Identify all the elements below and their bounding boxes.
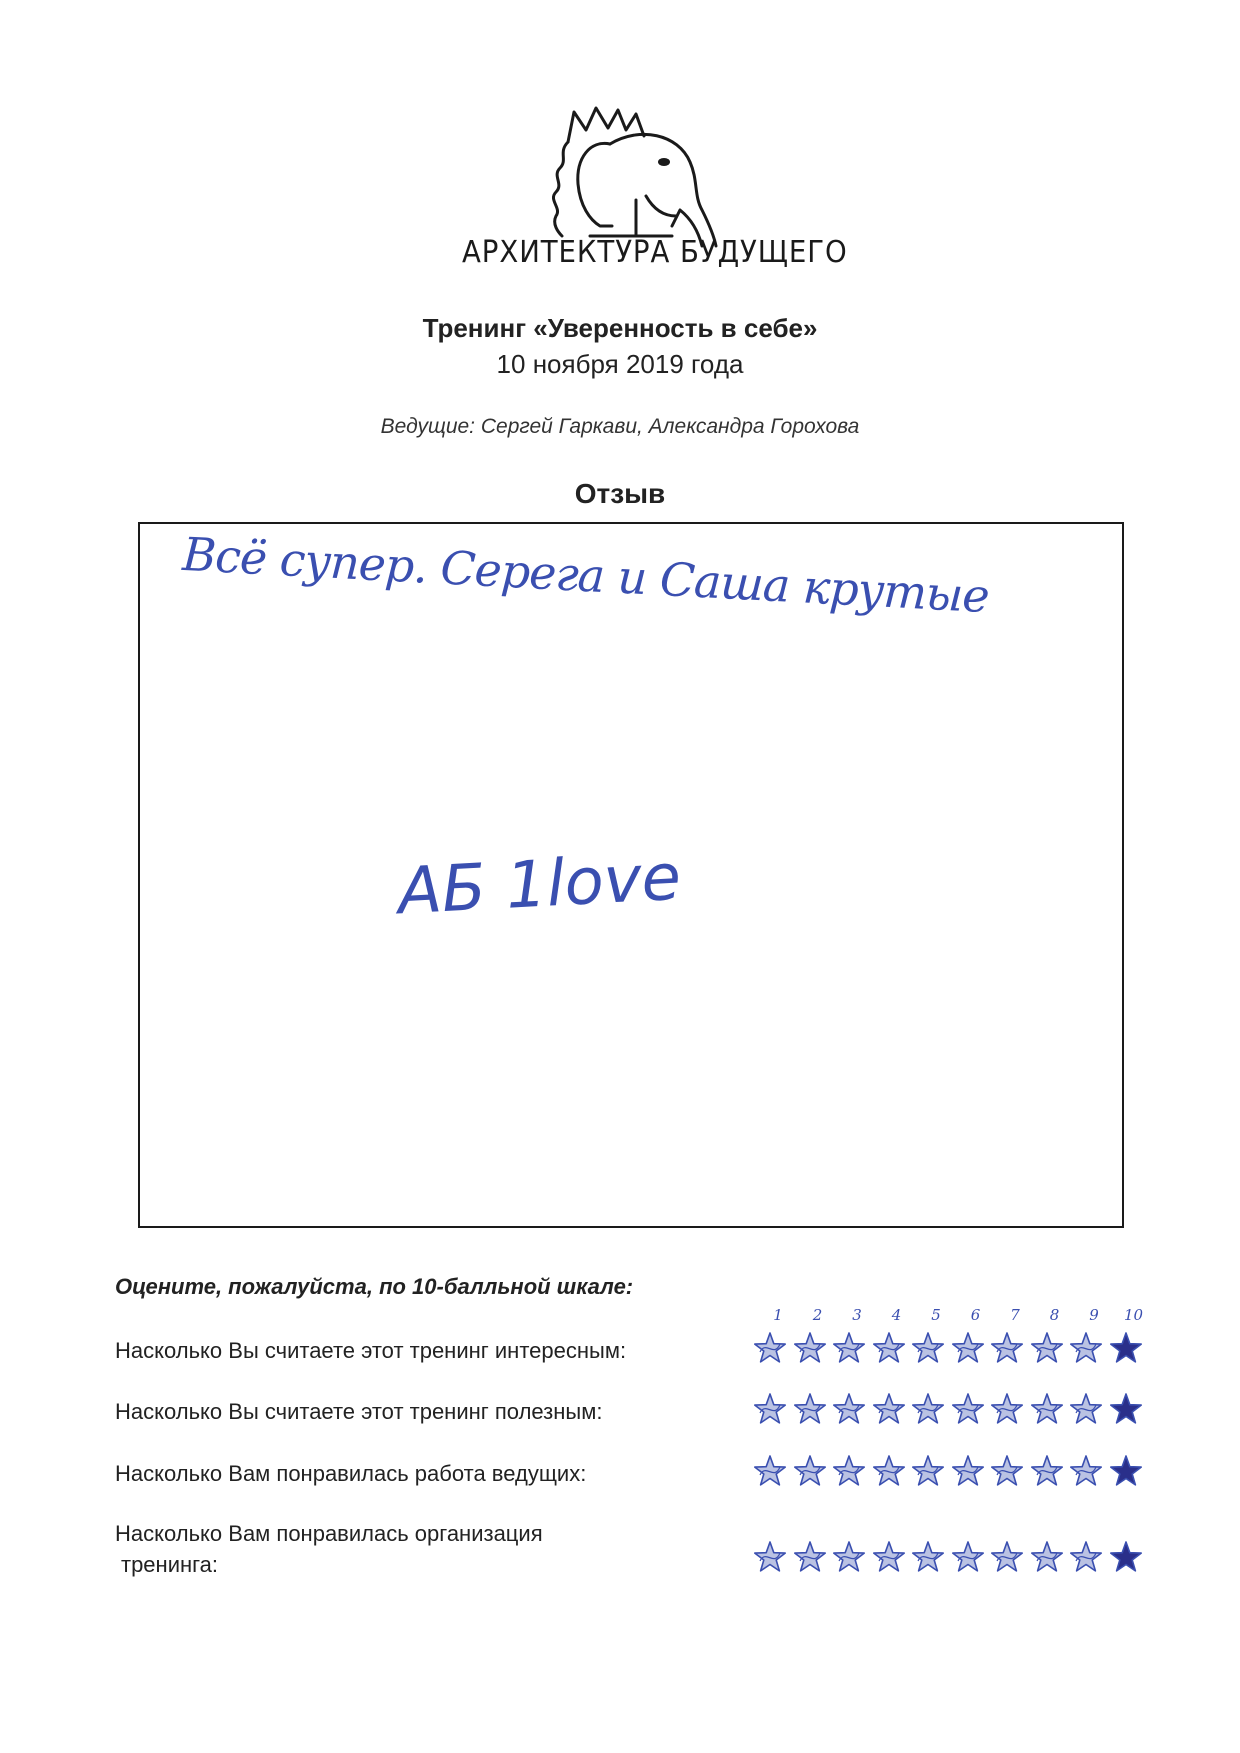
star-icon[interactable] — [831, 1391, 867, 1427]
scale-number: 1 — [773, 1306, 783, 1324]
star-icon[interactable] — [950, 1453, 986, 1489]
star-icon[interactable] — [1029, 1539, 1065, 1575]
handwritten-review-line-2: АБ 1love — [396, 840, 683, 930]
star-icon[interactable] — [871, 1453, 907, 1489]
star-rating-interesting[interactable] — [752, 1330, 1148, 1366]
star-icon[interactable] — [831, 1539, 867, 1575]
star-icon[interactable] — [1108, 1539, 1144, 1575]
star-icon[interactable] — [752, 1453, 788, 1489]
question-organization-line-2: тренинга: — [121, 1552, 219, 1577]
star-icon[interactable] — [792, 1330, 828, 1366]
scale-number: 9 — [1089, 1306, 1099, 1324]
scale-numbers — [760, 1306, 1150, 1326]
question-organization — [115, 1518, 543, 1580]
star-icon[interactable] — [1068, 1539, 1104, 1575]
scale-number: 8 — [1049, 1306, 1060, 1324]
star-icon[interactable] — [1108, 1391, 1144, 1427]
star-icon[interactable] — [1029, 1453, 1065, 1489]
star-icon[interactable] — [871, 1391, 907, 1427]
scale-number: 5 — [931, 1306, 941, 1324]
question-useful: Насколько Вы считаете этот тренинг полезным: — [115, 1399, 603, 1424]
star-icon[interactable] — [989, 1391, 1025, 1427]
star-icon[interactable] — [950, 1539, 986, 1575]
star-icon[interactable] — [1029, 1391, 1065, 1427]
star-icon[interactable] — [871, 1330, 907, 1366]
star-icon[interactable] — [1068, 1330, 1104, 1366]
star-icon[interactable] — [1108, 1330, 1144, 1366]
star-icon[interactable] — [950, 1391, 986, 1427]
scale-number: 4 — [891, 1306, 902, 1324]
star-icon[interactable] — [989, 1539, 1025, 1575]
star-rating-useful[interactable] — [752, 1391, 1148, 1427]
star-icon[interactable] — [1068, 1391, 1104, 1427]
star-icon[interactable] — [792, 1539, 828, 1575]
star-icon[interactable] — [910, 1330, 946, 1366]
training-title: Тренинг «Уверенность в себе» — [422, 313, 818, 343]
star-icon[interactable] — [1068, 1453, 1104, 1489]
handwritten-review-line-1: Всё супер. Серега и Саша крутые — [181, 526, 991, 624]
star-icon[interactable] — [989, 1453, 1025, 1489]
logo-wordmark: АРХИТЕКТУРА БУДУЩЕГО — [462, 235, 848, 270]
training-date: 10 ноября 2019 года — [496, 349, 744, 379]
star-rating-organization[interactable] — [752, 1539, 1148, 1575]
star-icon[interactable] — [752, 1391, 788, 1427]
star-icon[interactable] — [752, 1539, 788, 1575]
rating-heading: Оцените, пожалуйста, по 10-балльной шкале: — [115, 1274, 634, 1299]
star-icon[interactable] — [871, 1539, 907, 1575]
star-icon[interactable] — [831, 1330, 867, 1366]
star-icon[interactable] — [1029, 1330, 1065, 1366]
review-heading: Отзыв — [574, 478, 666, 509]
hosts-line: Ведущие: Сергей Гаркави, Александра Горохова — [380, 415, 860, 438]
elephant-logo-icon — [440, 100, 820, 250]
star-rating-hosts[interactable] — [752, 1453, 1148, 1489]
star-icon[interactable] — [792, 1391, 828, 1427]
star-icon[interactable] — [950, 1330, 986, 1366]
question-interesting: Насколько Вы считаете этот тренинг интересным: — [115, 1338, 627, 1363]
star-icon[interactable] — [752, 1330, 788, 1366]
scale-number: 2 — [812, 1306, 823, 1324]
star-icon[interactable] — [910, 1539, 946, 1575]
question-hosts: Насколько Вам понравилась работа ведущих: — [115, 1461, 587, 1486]
star-icon[interactable] — [1108, 1453, 1144, 1489]
star-icon[interactable] — [989, 1330, 1025, 1366]
question-organization-line-1: Насколько Вам понравилась организация — [115, 1521, 543, 1546]
scale-number: 3 — [852, 1306, 862, 1324]
star-icon[interactable] — [831, 1453, 867, 1489]
scale-number: 10 — [1123, 1306, 1144, 1324]
star-icon[interactable] — [910, 1391, 946, 1427]
scale-number: 7 — [1010, 1306, 1020, 1324]
scale-number: 6 — [970, 1306, 981, 1324]
star-icon[interactable] — [910, 1453, 946, 1489]
star-icon[interactable] — [792, 1453, 828, 1489]
